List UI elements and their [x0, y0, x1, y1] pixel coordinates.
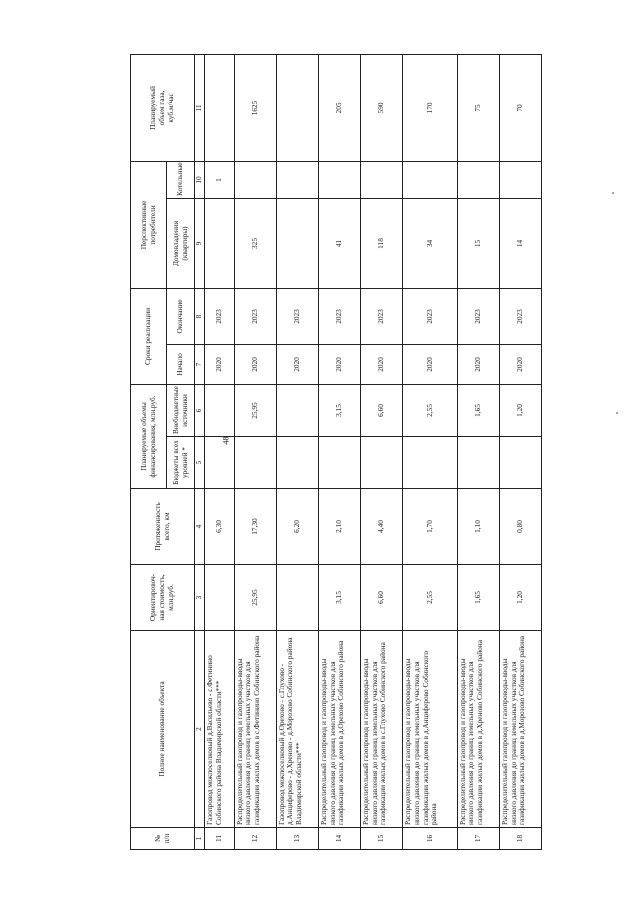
length-km: 6,20 — [276, 489, 318, 565]
budget-funding — [205, 437, 235, 489]
end-year: 2023 — [403, 288, 458, 344]
budget-funding — [403, 437, 458, 489]
extrabudget-funding — [205, 385, 235, 437]
households — [205, 198, 235, 288]
estimated-cost: 2,55 — [403, 565, 458, 631]
object-name: Распределительный газопровод и газопроводы-вводы низкого давления до границ земельных участков для газификации жилых домов в с.Фетинино Собинского района — [234, 631, 276, 828]
extrabudget-funding: 1,65 — [457, 385, 499, 437]
estimated-cost: 6,60 — [360, 565, 402, 631]
table-row — [205, 54, 235, 849]
row-number: 16 — [403, 828, 458, 850]
boiler-houses — [234, 161, 276, 198]
column-number: 6 — [195, 385, 205, 437]
end-year: 2023 — [360, 288, 402, 344]
start-year: 2020 — [457, 345, 499, 385]
rotated-table-wrapper — [130, 55, 542, 850]
header-consumers-homes: Домовладения (квартиры) — [167, 198, 195, 288]
row-number: 17 — [457, 828, 499, 850]
header-consumers-boilers: Котельные — [167, 161, 195, 198]
boiler-houses — [499, 161, 541, 198]
object-name: Распределительный газопровод и газопроводы-вводы низкого давления до границ земельных участков для газификации жилых домов в д.Орехово Собинского района — [318, 631, 360, 828]
table-row — [318, 54, 360, 849]
estimated-cost: 1,20 — [499, 565, 541, 631]
start-year: 2020 — [499, 345, 541, 385]
object-name: Распределительный газопровод и газопроводы-вводы низкого давления до границ земельных участков для газификации жилых домов в д.Анциферово Собинского района — [403, 631, 458, 828]
gas-volume: 170 — [403, 54, 458, 161]
gas-volume — [276, 54, 318, 161]
start-year: 2020 — [234, 345, 276, 385]
end-year: 2023 — [276, 288, 318, 344]
end-year: 2023 — [205, 288, 235, 344]
budget-funding — [457, 437, 499, 489]
gas-volume: 1625 — [234, 54, 276, 161]
budget-funding — [276, 437, 318, 489]
object-name: Газопровод межпоселковый д.Орехово - с.Глухово - д.Анциферово - д.Хреново - д.Морозово Собинского района Владимирской области*** — [276, 631, 318, 828]
header-name: Полное наименование объекта — [131, 631, 195, 828]
table-row — [403, 54, 458, 849]
end-year: 2023 — [234, 288, 276, 344]
start-year: 2020 — [205, 345, 235, 385]
column-number: 11 — [195, 54, 205, 161]
budget-funding — [360, 437, 402, 489]
object-name: Газопровод межпоселковый д.Васильево - с.Фетинино Собинского района Владимирской области*** — [205, 631, 235, 828]
extrabudget-funding: 2,55 — [403, 385, 458, 437]
header-terms-group: Сроки реализации — [131, 288, 167, 384]
boiler-houses — [276, 161, 318, 198]
estimated-cost: 3,15 — [318, 565, 360, 631]
extrabudget-funding: 1,20 — [499, 385, 541, 437]
boiler-houses — [457, 161, 499, 198]
page-number: 48 — [221, 436, 231, 445]
households: 325 — [234, 198, 276, 288]
column-number: 3 — [195, 565, 205, 631]
column-number: 1 — [195, 828, 205, 850]
extrabudget-funding — [276, 385, 318, 437]
start-year: 2020 — [318, 345, 360, 385]
gas-volume: 70 — [499, 54, 541, 161]
end-year: 2023 — [318, 288, 360, 344]
households: 118 — [360, 198, 402, 288]
extrabudget-funding: 6,60 — [360, 385, 402, 437]
column-number: 10 — [195, 161, 205, 198]
header-terms-end: Окончание — [167, 288, 195, 344]
column-number: 8 — [195, 288, 205, 344]
length-km: 1,70 — [403, 489, 458, 565]
households: 34 — [403, 198, 458, 288]
households: 14 — [499, 198, 541, 288]
estimated-cost: 1,65 — [457, 565, 499, 631]
boiler-houses — [403, 161, 458, 198]
length-km: 2,10 — [318, 489, 360, 565]
table-row — [276, 54, 318, 849]
header-n: № п/п — [131, 828, 195, 850]
scan-speck — [616, 412, 618, 414]
row-number: 15 — [360, 828, 402, 850]
households — [276, 198, 318, 288]
boiler-houses — [360, 161, 402, 198]
gas-volume — [205, 54, 235, 161]
column-number: 9 — [195, 198, 205, 288]
row-number: 18 — [499, 828, 541, 850]
object-name: Распределительный газопровод и газопроводы-вводы низкого давления до границ земельных участков для газификации жилых домов в д.Морозово Собинского района — [499, 631, 541, 828]
length-km: 1,10 — [457, 489, 499, 565]
header-funding-budget: Бюджеты всех уровней * — [167, 437, 195, 489]
extrabudget-funding: 25,95 — [234, 385, 276, 437]
estimated-cost — [276, 565, 318, 631]
object-name: Распределительный газопровод и газопроводы-вводы низкого давления до границ земельных участков для газификации жилых домов в д.Хреново Собинского района — [457, 631, 499, 828]
estimated-cost — [205, 565, 235, 631]
header-consumers-group: Перспективные потребители — [131, 161, 167, 288]
column-number-row — [195, 54, 205, 849]
start-year: 2020 — [276, 345, 318, 385]
header-funding-extra: Внебюджетные источники — [167, 385, 195, 437]
header-funding-group: Планируемые объемы финансирования, млн.руб. — [131, 385, 167, 489]
scan-speck — [612, 192, 614, 194]
budget-funding — [499, 437, 541, 489]
object-name: Распределительный газопровод и газопроводы-вводы низкого давления до границ земельных участков для газификации жилых домов в с.Глухово Собинского района — [360, 631, 402, 828]
households: 41 — [318, 198, 360, 288]
start-year: 2020 — [360, 345, 402, 385]
column-number: 4 — [195, 489, 205, 565]
budget-funding — [318, 437, 360, 489]
households: 15 — [457, 198, 499, 288]
header-cost: Ориентировоч- ная стоимость, млн.руб. — [131, 565, 195, 631]
gas-volume: 590 — [360, 54, 402, 161]
column-number: 7 — [195, 345, 205, 385]
length-km: 4,40 — [360, 489, 402, 565]
header-length: Протяженность всего, км — [131, 489, 195, 565]
length-km: 0,80 — [499, 489, 541, 565]
table-row — [457, 54, 499, 849]
table-row — [360, 54, 402, 849]
start-year: 2020 — [403, 345, 458, 385]
estimated-cost: 25,95 — [234, 565, 276, 631]
length-km: 6,30 — [205, 489, 235, 565]
header-terms-start: Начало — [167, 345, 195, 385]
row-number: 11 — [205, 828, 235, 850]
row-number: 13 — [276, 828, 318, 850]
table-row — [499, 54, 541, 849]
gas-volume: 75 — [457, 54, 499, 161]
table-row — [234, 54, 276, 849]
boiler-houses — [318, 161, 360, 198]
end-year: 2023 — [457, 288, 499, 344]
column-number: 2 — [195, 631, 205, 828]
gas-volume: 205 — [318, 54, 360, 161]
gas-pipeline-table — [130, 54, 542, 850]
header-gas-volume: Планируемый объем газа, куб.м/час — [131, 54, 195, 161]
row-number: 14 — [318, 828, 360, 850]
boiler-houses: 1 — [205, 161, 235, 198]
end-year: 2023 — [499, 288, 541, 344]
extrabudget-funding: 3,15 — [318, 385, 360, 437]
column-number: 5 — [195, 437, 205, 489]
length-km: 17,30 — [234, 489, 276, 565]
row-number: 12 — [234, 828, 276, 850]
budget-funding — [234, 437, 276, 489]
